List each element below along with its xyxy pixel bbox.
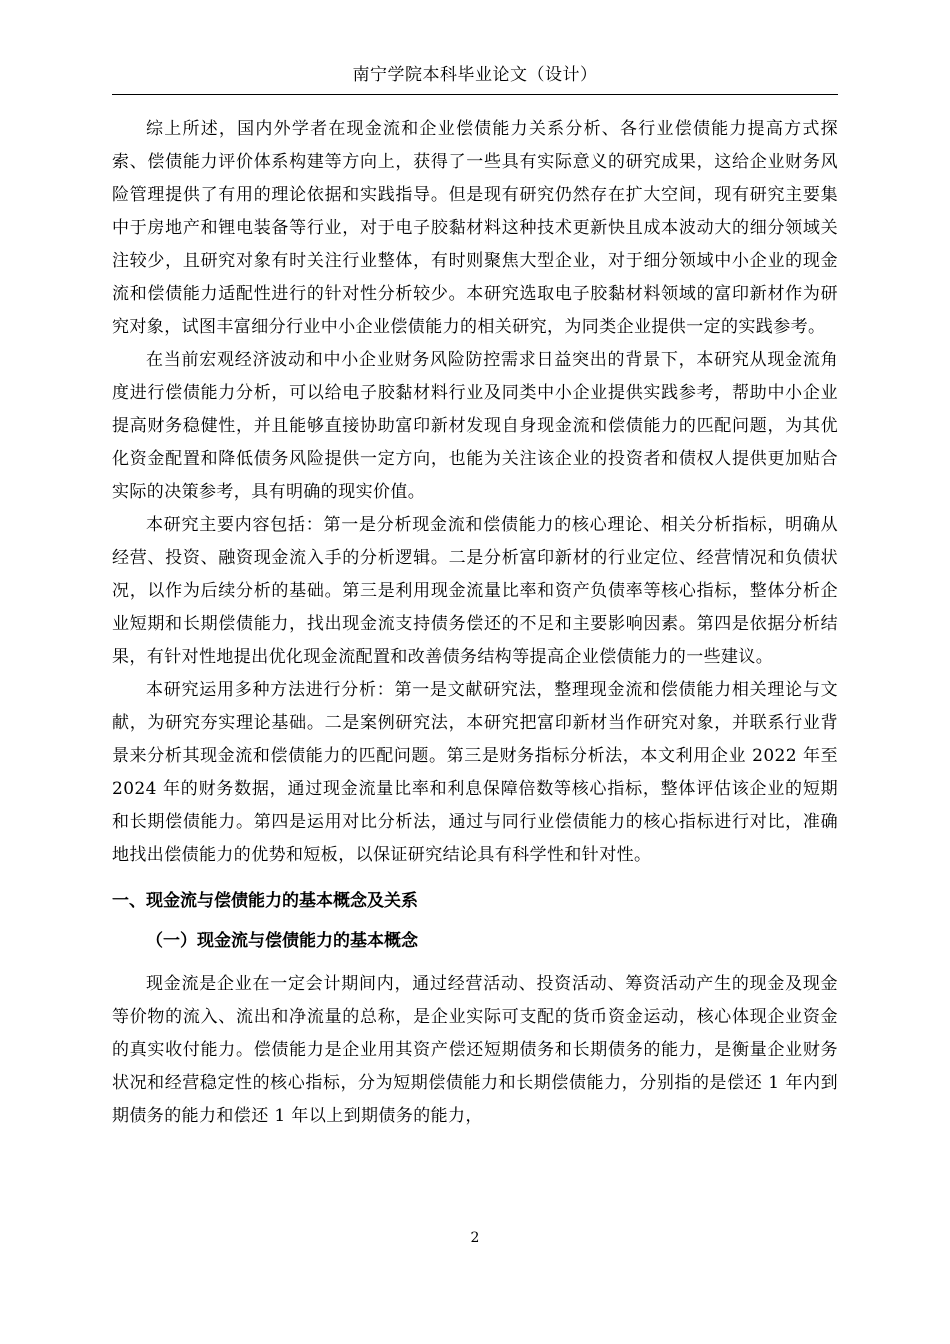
subsection-heading: （一）现金流与偿债能力的基本概念 <box>146 931 418 951</box>
page-number: 2 <box>470 1230 480 1246</box>
page-body <box>112 113 838 1133</box>
paragraph-definitions: 现金流是企业在一定会计期间内，通过经营活动、投资活动、筹资活动产生的现金及现金等价物的流入、流出和净流量的总称，是企业实际可支配的货币资金运动，核心体现企业资金的真实收付能力。偿债能力是企业用其资产偿还短期债务和长期债务的能力，是衡量企业财务状况和经营稳定性的核心指标，分为短期偿债能力和长期偿债能力，分别指的是偿还 1 年内到期债务的能力和偿还 1 年以上到期债务的能力， <box>112 974 838 1126</box>
paragraph-main-content: 本研究主要内容包括：第一是分析现金流和偿债能力的核心理论、相关分析指标，明确从经营、投资、融资现金流入手的分析逻辑。二是分析富印新材的行业定位、经营情况和负债状况，以作为后续分析的基础。第三是利用现金流量比率和资产负债率等核心指标，整体分析企业短期和长期偿债能力，找出现金流支持债务偿还的不足和主要影响因素。第四是依据分析结果，有针对性地提出优化现金流配置和改善债务结构等提高企业偿债能力的一些建议。 <box>112 515 838 667</box>
section-heading: 一、现金流与偿债能力的基本概念及关系 <box>112 891 418 911</box>
header-divider <box>112 94 838 95</box>
page-header: 南宁学院本科毕业论文（设计） <box>352 65 598 85</box>
paragraph-summary: 综上所述，国内外学者在现金流和企业偿债能力关系分析、各行业偿债能力提高方式探索、偿债能力评价体系构建等方向上，获得了一些具有实际意义的研究成果，这给企业财务风险管理提供了有用的理论依据和实践指导。但是现有研究仍然存在扩大空间，现有研究主要集中于房地产和锂电装备等行业，对于电子胶黏材料这种技术更新快且成本波动大的细分领域关注较少，且研究对象有时关注行业整体，有时则聚焦大型企业，对于细分领域中小企业的现金流和偿债能力适配性进行的针对性分析较少。本研究选取电子胶黏材料领域的富印新材作为研究对象，试图丰富细分行业中小企业偿债能力的相关研究，为同类企业提供一定的实践参考。 <box>112 119 838 337</box>
paragraph-methods: 本研究运用多种方法进行分析：第一是文献研究法，整理现金流和偿债能力相关理论与文献，为研究夯实理论基础。二是案例研究法，本研究把富印新材当作研究对象，并联系行业背景来分析其现金流和偿债能力的匹配问题。第三是财务指标分析法，本文利用企业 2022 年至 2024 年的财务数据，通过现金流量比率和利息保障倍数等核心指标，整体评估该企业的短期和长期偿债能力。第四是运用对比分析法，通过与同行业偿债能力的核心指标进行对比，准确地找出偿债能力的优势和短板，以保证研究结论具有科学性和针对性。 <box>112 680 838 865</box>
paragraph-significance: 在当前宏观经济波动和中小企业财务风险防控需求日益突出的背景下，本研究从现金流角度进行偿债能力分析，可以给电子胶黏材料行业及同类中小企业提供实践参考，帮助中小企业提高财务稳健性，并且能够直接协助富印新材发现自身现金流和偿债能力的匹配问题，为其优化资金配置和降低债务风险提供一定方向，也能为关注该企业的投资者和债权人提供更加贴合实际的决策参考，具有明确的现实价值。 <box>112 350 838 502</box>
